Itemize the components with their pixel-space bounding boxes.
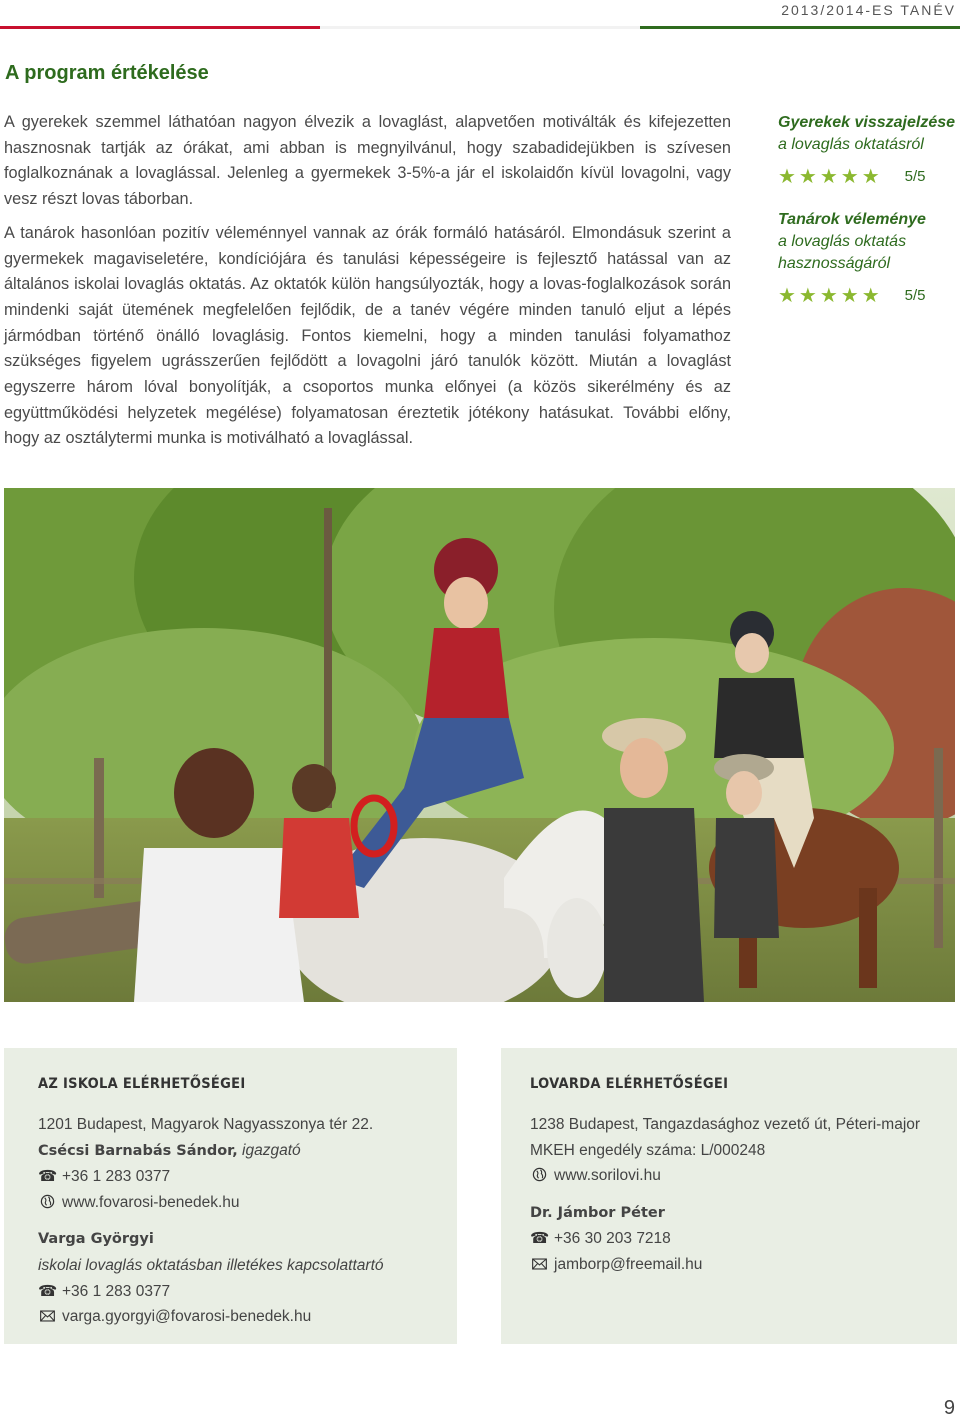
paragraph: A tanárok hasonlóan pozitív véleménnyel vannak az órák formáló hatásáról. Elmondásuk szerint a gyermekek magaviseletére, kondíciójára és tanulási képességeire is fejlesztő hatással van az általános iskolai lovaglás oktatás. Az oktatók külön hangsúlyozták, hogy a lovas-foglalkozások során mindenki saját ütemének megfelelően fejlődik, de a tanév végére minden tanuló eljut a lépés jármódban történő önálló lovaglásig. Fontos kiemelni, hogy a minden tanulási folyamathoz szükséges figyelem ugrásszerűen fejlődött a lovagolni járó tanulók között. Miután a lovaglást egyszerre három lóval bonyolítják, a csoportos munka előnyei (a közös sikerélmény és az együttműködési helyzetek megélése) folyamatosan éreztetik jótékony hatásukat. További előny, hogy az osztálytermi munka is motiválható a lovaglással. bbox=[4, 223, 731, 448]
director bbox=[38, 1138, 425, 1165]
rating-subtitle: a lovaglás oktatásról bbox=[778, 136, 924, 153]
rating-subtitle: hasznosságáról bbox=[778, 255, 891, 272]
phone-icon: ☎ bbox=[38, 1168, 58, 1186]
phone-number: +36 30 203 7218 bbox=[554, 1230, 671, 1248]
phone-line bbox=[530, 1226, 925, 1252]
phone-line bbox=[38, 1279, 425, 1305]
contact-role: iskolai lovaglás oktatásban illetékes kapcsolattartó bbox=[38, 1256, 384, 1274]
website-link[interactable]: www.sorilovi.hu bbox=[554, 1167, 661, 1185]
rating-children bbox=[778, 112, 958, 189]
contact-name: Dr. Jámbor Péter bbox=[530, 1204, 665, 1221]
paragraph: A gyerekek szemmel láthatóan nagyon élvezik a lovaglást, alapvetően motiválták és kifejezetten hasznosnak tartják az órákat, ami abban is megnyilvánul, hogy szabadidejükben is szívesen foglalkoznának a lovaglással. Jelenleg a gyermekek 3-5%-a jár el iskolaidőn kívül lovagolni, vagy vesz részt lovas táborban. bbox=[4, 113, 731, 209]
envelope-icon bbox=[38, 1304, 56, 1330]
address: 1201 Budapest, Magyarok Nagyasszonya tér 22. bbox=[38, 1116, 374, 1133]
header-tricolor-rule bbox=[0, 26, 960, 29]
rating-score: 5/5 bbox=[904, 287, 926, 304]
globe-icon bbox=[38, 1190, 56, 1216]
page-number: 9 bbox=[943, 1397, 955, 1419]
email-line bbox=[38, 1304, 425, 1330]
director-role: igazgató bbox=[242, 1141, 301, 1159]
contact-name: Varga Györgyi bbox=[38, 1231, 154, 1248]
rating-title: Tanárok véleménye bbox=[778, 211, 926, 228]
horse-riding-photo bbox=[4, 488, 955, 1002]
star-rating-icon: ★★★★★ bbox=[778, 285, 883, 307]
email-link[interactable]: varga.gyorgyi@fovarosi-benedek.hu bbox=[62, 1308, 312, 1326]
director-name: Csécsi Barnabás Sándor, bbox=[38, 1142, 238, 1159]
rating-title: Gyerekek visszajelzése bbox=[778, 114, 956, 131]
website-link[interactable]: www.fovarosi-benedek.hu bbox=[62, 1193, 240, 1211]
ratings-sidebar bbox=[778, 112, 958, 328]
phone-icon: ☎ bbox=[38, 1282, 58, 1300]
body-text bbox=[4, 110, 731, 460]
school-contact-box bbox=[4, 1048, 457, 1344]
phone-number: +36 1 283 0377 bbox=[62, 1282, 171, 1300]
rating-score: 5/5 bbox=[904, 168, 926, 185]
stable-contact-box bbox=[501, 1048, 957, 1344]
email-line bbox=[530, 1252, 925, 1278]
web-line bbox=[530, 1163, 925, 1189]
box-heading: AZ ISKOLA ELÉRHETŐSÉGEI bbox=[38, 1076, 246, 1092]
phone-line bbox=[38, 1164, 425, 1190]
star-rating-icon: ★★★★★ bbox=[778, 166, 883, 188]
license-number: MKEH engedély száma: L/000248 bbox=[530, 1141, 766, 1159]
section-title: A program értékelése bbox=[5, 62, 209, 84]
header-year: 2013/2014-ES TANÉV bbox=[781, 2, 956, 18]
web-line bbox=[38, 1190, 425, 1216]
phone-number: +36 1 283 0377 bbox=[62, 1168, 171, 1186]
box-heading: LOVARDA ELÉRHETŐSÉGEI bbox=[530, 1076, 729, 1092]
globe-icon bbox=[530, 1163, 548, 1189]
rating-subtitle: a lovaglás oktatás bbox=[778, 233, 907, 250]
phone-icon: ☎ bbox=[530, 1230, 550, 1248]
email-link[interactable]: jamborp@freemail.hu bbox=[554, 1255, 703, 1273]
envelope-icon bbox=[530, 1252, 548, 1278]
address: 1238 Budapest, Tangazdasághoz vezető út, Péteri-major bbox=[530, 1116, 921, 1133]
rating-teachers bbox=[778, 209, 958, 308]
